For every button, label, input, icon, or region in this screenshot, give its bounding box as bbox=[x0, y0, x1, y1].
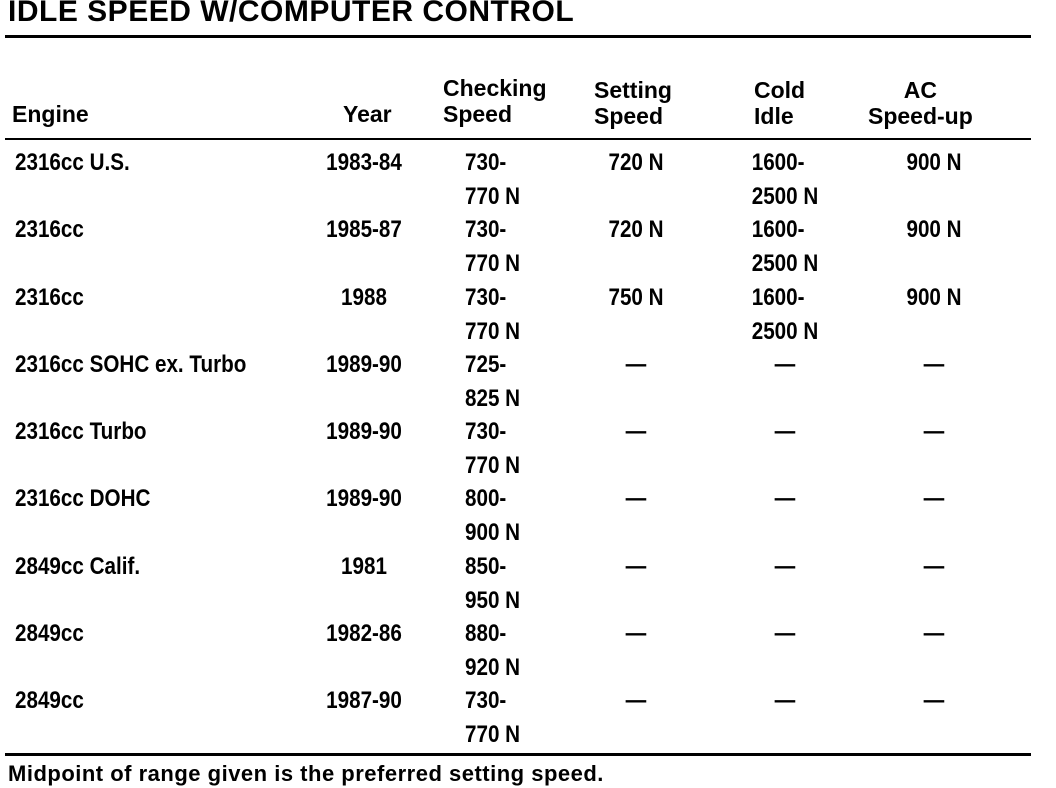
checking-speed-line: 825 N bbox=[465, 384, 521, 412]
header-year-line-1: Year bbox=[343, 101, 392, 127]
table-row bbox=[0, 213, 1056, 280]
setting-speed-value: — bbox=[625, 687, 647, 715]
bottom-rule bbox=[5, 753, 1031, 756]
cold-idle-line: 2500 N bbox=[751, 183, 819, 210]
checking-speed-line: 880- bbox=[465, 620, 507, 648]
checking-speed-line: 920 N bbox=[465, 654, 521, 682]
header-ac-speed-up bbox=[868, 77, 973, 129]
header-setting-speed bbox=[594, 77, 672, 129]
engine-value: 2849cc Calif. bbox=[15, 552, 141, 580]
setting-speed-value: 750 N bbox=[608, 283, 664, 311]
table-row bbox=[0, 482, 1056, 549]
ac-speed-up-value: 900 N bbox=[906, 149, 962, 176]
cold-idle-line: 2500 N bbox=[751, 317, 819, 345]
setting-speed-value: 720 N bbox=[608, 149, 664, 176]
table-row bbox=[0, 415, 1056, 482]
checking-speed-line: 770 N bbox=[465, 721, 521, 749]
cold-idle-line: — bbox=[774, 350, 796, 378]
ac-speed-up-value: — bbox=[923, 485, 945, 513]
engine-value: 2316cc bbox=[15, 283, 84, 311]
cell-engine bbox=[15, 482, 150, 516]
ac-speed-up-value: 900 N bbox=[906, 216, 962, 244]
cell-checking-speed bbox=[465, 213, 520, 281]
ac-speed-up-value: — bbox=[923, 620, 945, 648]
table-row bbox=[0, 281, 1056, 348]
cell-checking-speed bbox=[465, 348, 520, 416]
year-value: 1988 bbox=[341, 283, 387, 311]
year-value: 1982-86 bbox=[326, 620, 402, 648]
cell-checking-speed bbox=[465, 415, 520, 483]
year-value: 1989-90 bbox=[326, 418, 402, 446]
year-value: 1987-90 bbox=[326, 687, 402, 715]
ac-speed-up-value: 900 N bbox=[906, 283, 962, 311]
header-year bbox=[343, 101, 392, 127]
cold-idle-line: 2500 N bbox=[751, 250, 819, 278]
cell-engine bbox=[15, 281, 84, 315]
table-row bbox=[0, 550, 1056, 617]
checking-speed-line: 770 N bbox=[465, 183, 521, 210]
table-row bbox=[0, 146, 1056, 213]
cell-checking-speed bbox=[465, 146, 520, 214]
engine-value: 2316cc DOHC bbox=[15, 485, 151, 513]
year-value: 1983-84 bbox=[326, 149, 402, 176]
cell-engine bbox=[15, 146, 130, 180]
header-cold-idle bbox=[754, 77, 805, 129]
cold-idle-line: — bbox=[774, 485, 796, 513]
year-value: 1989-90 bbox=[326, 350, 402, 378]
page-title: IDLE SPEED W/COMPUTER CONTROL bbox=[8, 0, 575, 28]
cold-idle-line: — bbox=[774, 418, 796, 446]
cell-engine bbox=[15, 348, 246, 382]
ac-speed-up-value: — bbox=[923, 687, 945, 715]
cell-checking-speed bbox=[465, 482, 520, 550]
checking-speed-line: 800- bbox=[465, 485, 507, 513]
setting-speed-value: — bbox=[625, 552, 647, 580]
header-checking-speed bbox=[443, 75, 547, 127]
checking-speed-line: 850- bbox=[465, 552, 507, 580]
cold-idle-line: — bbox=[774, 620, 796, 648]
year-value: 1989-90 bbox=[326, 485, 402, 513]
table-body bbox=[0, 146, 1056, 752]
cell-checking-speed bbox=[465, 281, 520, 349]
checking-speed-line: 950 N bbox=[465, 586, 521, 614]
engine-value: 2316cc U.S. bbox=[15, 149, 130, 176]
cold-idle-line: — bbox=[774, 687, 796, 715]
cell-engine bbox=[15, 617, 84, 651]
header-engine-line-1: Engine bbox=[12, 101, 89, 127]
engine-value: 2849cc bbox=[15, 687, 84, 715]
header-checking-line-2: Speed bbox=[443, 101, 513, 127]
setting-speed-value: — bbox=[625, 485, 647, 513]
header-setting-line-2: Speed bbox=[594, 103, 664, 129]
checking-speed-line: 730- bbox=[465, 149, 507, 176]
checking-speed-line: 770 N bbox=[465, 452, 521, 480]
cold-idle-line: 1600- bbox=[751, 283, 805, 311]
checking-speed-line: 730- bbox=[465, 418, 507, 446]
header-rule bbox=[5, 138, 1031, 140]
cold-idle-line: — bbox=[774, 552, 796, 580]
year-value: 1985-87 bbox=[326, 216, 402, 244]
cell-engine bbox=[15, 213, 84, 247]
cell-engine bbox=[15, 684, 84, 718]
ac-speed-up-value: — bbox=[923, 552, 945, 580]
cell-checking-speed bbox=[465, 550, 520, 618]
checking-speed-line: 770 N bbox=[465, 250, 521, 278]
header-ac-line-2: Speed-up bbox=[868, 103, 973, 129]
checking-speed-line: 900 N bbox=[465, 519, 521, 547]
header-cold-line-1: Cold bbox=[754, 77, 806, 103]
ac-speed-up-value: — bbox=[923, 418, 945, 446]
checking-speed-line: 770 N bbox=[465, 317, 521, 345]
setting-speed-value: — bbox=[625, 418, 647, 446]
engine-value: 2316cc Turbo bbox=[15, 418, 147, 446]
cold-idle-line: 1600- bbox=[751, 149, 805, 176]
table-row bbox=[0, 684, 1056, 751]
setting-speed-value: — bbox=[625, 350, 647, 378]
engine-value: 2316cc bbox=[15, 216, 84, 244]
cold-idle-line: 1600- bbox=[751, 216, 805, 244]
setting-speed-value: — bbox=[625, 620, 647, 648]
checking-speed-line: 730- bbox=[465, 283, 507, 311]
header-checking-line-1: Checking bbox=[443, 75, 547, 101]
title-rule bbox=[5, 35, 1031, 38]
checking-speed-line: 730- bbox=[465, 216, 507, 244]
cell-checking-speed bbox=[465, 684, 520, 752]
header-ac-line-1: AC bbox=[903, 77, 937, 103]
table-row bbox=[0, 348, 1056, 415]
header-engine bbox=[12, 101, 89, 127]
cell-engine bbox=[15, 550, 140, 584]
ac-speed-up-value: — bbox=[923, 350, 945, 378]
setting-speed-value: 720 N bbox=[608, 216, 664, 244]
footnote: Midpoint of range given is the preferred setting speed. bbox=[8, 761, 604, 786]
engine-value: 2849cc bbox=[15, 620, 84, 648]
header-cold-line-2: Idle bbox=[754, 103, 794, 129]
cell-checking-speed bbox=[465, 617, 520, 685]
cell-engine bbox=[15, 415, 147, 449]
table-row bbox=[0, 617, 1056, 684]
checking-speed-line: 725- bbox=[465, 350, 507, 378]
year-value: 1981 bbox=[341, 552, 387, 580]
header-setting-line-1: Setting bbox=[594, 77, 672, 103]
checking-speed-line: 730- bbox=[465, 687, 507, 715]
engine-value: 2316cc SOHC ex. Turbo bbox=[15, 350, 247, 378]
